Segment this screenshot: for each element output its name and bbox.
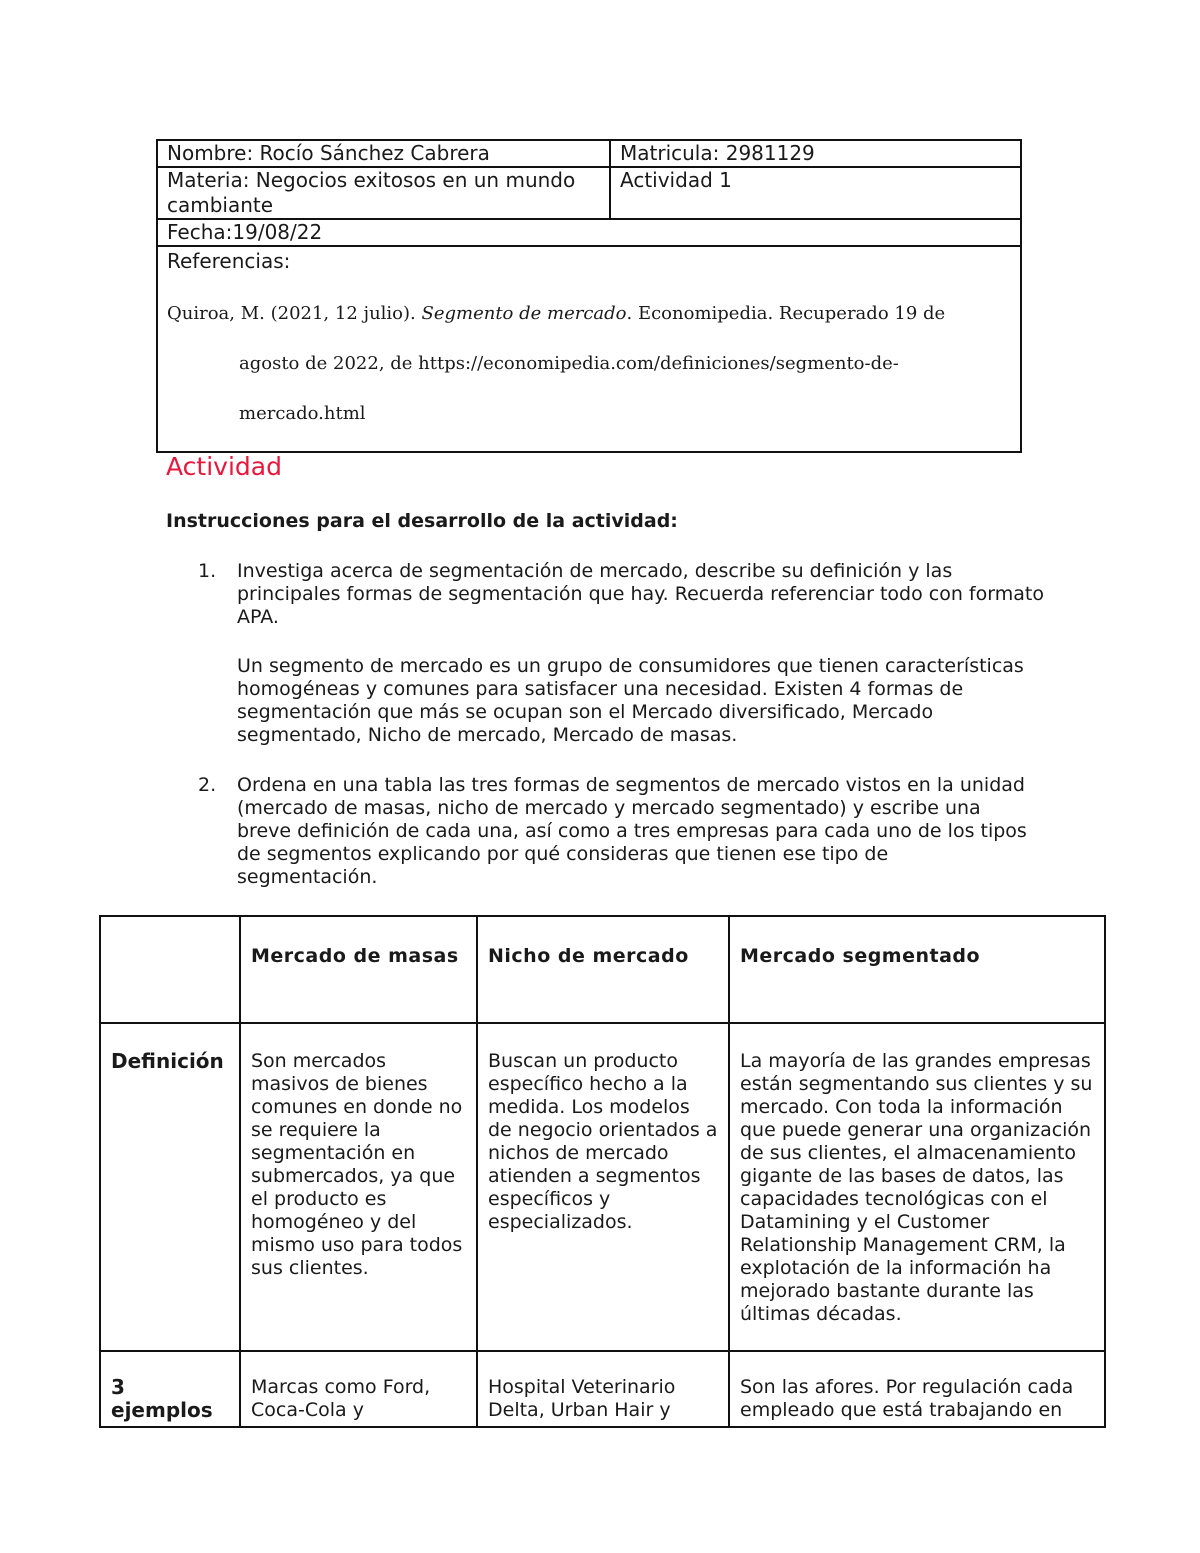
references-label: Referencias: [167,249,291,273]
table-header-cell [100,916,240,1023]
table-cell: Buscan un producto específico hecho a la medida. Los modelos de negocio orientados a nichos de mercado atienden a segmentos específicos y especializados. [477,1023,729,1351]
item-prompt: Ordena en una tabla las tres formas de segmentos de mercado vistos en la unidad (mercado de masas, nicho de mercado y mercado segmentado) y escribe una breve definición de cada una, así como a tres empresas para cada uno de los tipos de segmentos explicando por qué consideras que tienen ese tipo de segmentación. [237,774,1027,888]
student-info-table [156,139,1022,453]
table-header-cell: Nicho de mercado [477,916,729,1023]
item-prompt: Investiga acerca de segmentación de mercado, describe su definición y las principales formas de segmentación que hay. Recuerda referenciar todo con formato APA. [237,560,1044,628]
table-cell: Son mercados masivos de bienes comunes en donde no se requiere la segmentación en submercados, ya que el producto es homogéneo y del mismo uso para todos sus clientes. [240,1023,477,1351]
table-cell: Marcas como Ford, Coca-Cola y [240,1351,477,1427]
table-row [100,1023,1105,1351]
date: Fecha:19/08/22 [157,219,1021,246]
table-header-cell: Mercado segmentado [729,916,1105,1023]
item-answer: Un segmento de mercado es un grupo de consumidores que tienen características homogéneas y comunes para satisfacer una necesidad. Existen 4 formas de segmentación que más se ocupan son el Mercado diversificado, Mercado segmentado, Nicho de mercado, Mercado de masas. [237,655,1024,746]
section-title: Actividad [166,452,282,481]
reference-source: . Economipedia. Recuperado 19 de agosto de 2022, de https://economipedia.com/definiciones/segmento-de-mercado.html [239,303,946,424]
student-name: Nombre: Rocío Sánchez Cabrera [157,140,610,167]
reference-entry [167,289,1011,439]
table-header-cell: Mercado de masas [240,916,477,1023]
segmentation-table [99,915,1106,1428]
activity-number: Actividad 1 [610,167,1021,219]
instructions-title: Instrucciones para el desarrollo de la actividad: [166,510,678,532]
table-cell: La mayoría de las grandes empresas están segmentando sus clientes y su mercado. Con toda la información que puede generar una organización de sus clientes, el almacenamiento gigante de las bases de datos, las capacidades tecnológicas con el Datamining y el Customer Relationship Management CRM, la explotación de la información ha mejorado bastante durante las últimas décadas. [729,1023,1105,1351]
item-number: 1. [198,560,217,582]
student-id: Matricula: 2981129 [610,140,1021,167]
table-cell: Hospital Veterinario Delta, Urban Hair y [477,1351,729,1427]
reference-title: Segmento de mercado [421,303,627,324]
references-cell [157,246,1021,452]
item-number: 2. [198,774,217,796]
row-label: Definición [100,1023,240,1351]
table-cell: Son las afores. Por regulación cada empleado que está trabajando en [729,1351,1105,1427]
table-header-row [100,916,1105,1023]
reference-author: Quiroa, M. (2021, 12 julio). [167,303,422,324]
subject: Materia: Negocios exitosos en un mundo cambiante [157,167,610,219]
row-label: 3 ejemplos [100,1351,240,1427]
table-row [100,1351,1105,1427]
